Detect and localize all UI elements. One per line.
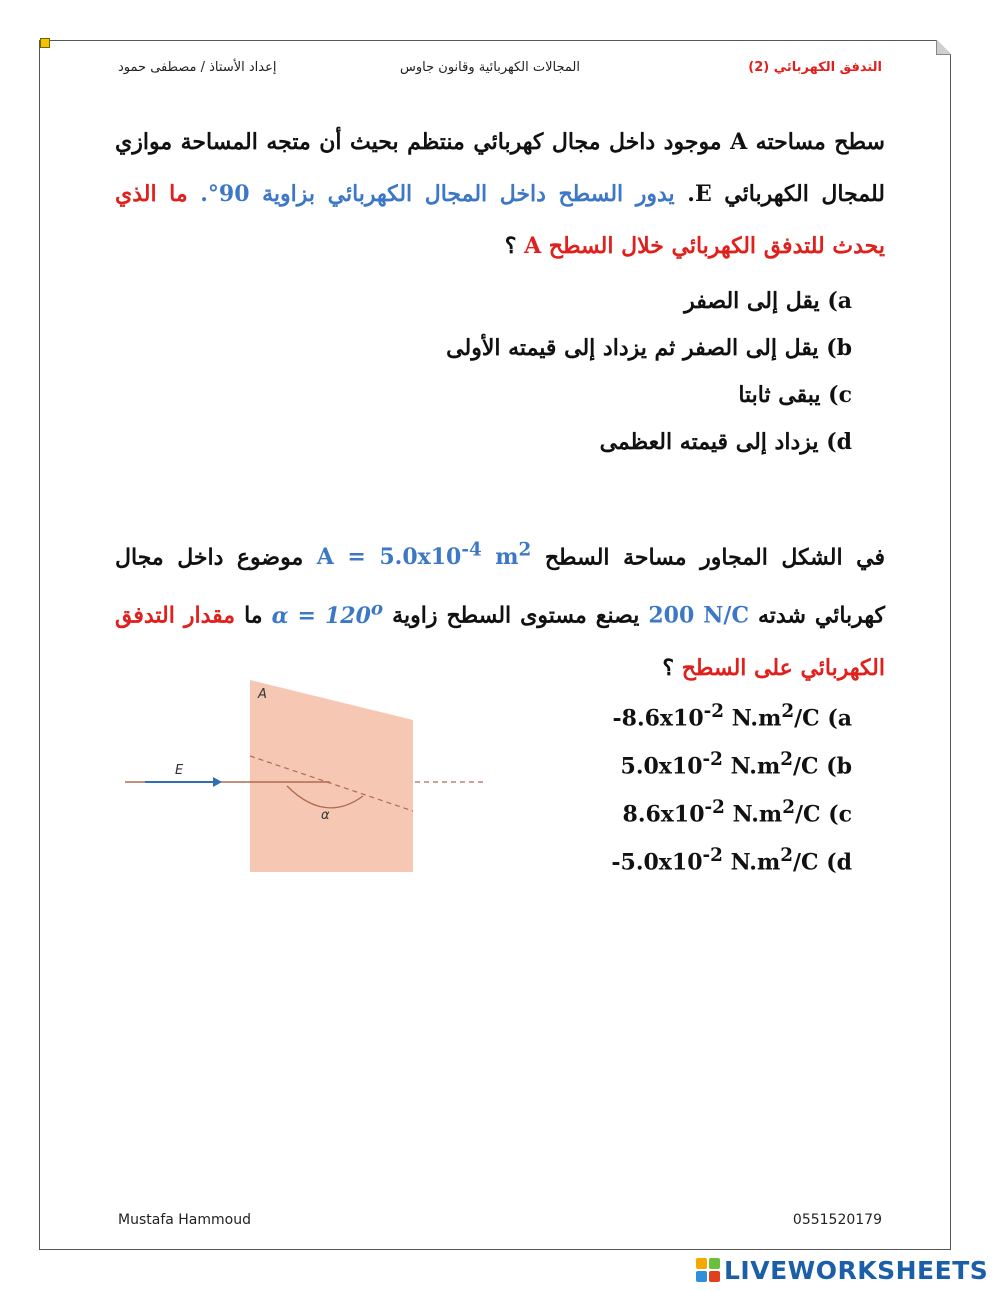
marker-icon [40, 38, 50, 48]
page-corner-fold [936, 40, 951, 55]
q2-question: مقدار التدفق الكهربائي على السطح [115, 602, 885, 681]
question-2-text [115, 525, 885, 694]
field-label: E [175, 763, 184, 778]
choice-2a[interactable]: $-8.6x10^{-2}$ $N.m^2/C$ (a [612, 701, 852, 732]
choice-a[interactable]: a) يقل إلى الصفر [684, 288, 852, 314]
choice-b[interactable]: b) يقل إلى الصفر ثم يزداد إلى قيمته الأولى [446, 335, 852, 361]
choice-c[interactable]: c) يبقى ثابتا [738, 382, 852, 408]
choice-d[interactable]: d) يزداد إلى قيمته العظمى [599, 429, 852, 455]
surface-plane [250, 680, 413, 872]
field-arrow-head [213, 777, 222, 787]
q2-intro: في الشكل المجاور مساحة السطح [544, 544, 885, 571]
q1-question-mark: ؟ [504, 233, 517, 259]
q2-field-value: 200 N/C [648, 602, 749, 629]
angle-label: α [321, 808, 330, 823]
worksheet-title: التدفق الكهربائي (2) [748, 60, 882, 75]
author-credit: إعداد الأستاذ / مصطفى حمود [118, 60, 277, 75]
q2-angle-desc: يصنع مستوى السطح زاوية [392, 602, 640, 629]
flux-surface-figure [125, 676, 490, 876]
footer-phone: 0551520179 [792, 1212, 882, 1228]
footer-author: Mustafa Hammoud [118, 1212, 251, 1228]
brand-text: LIVEWORKSHEETS [724, 1255, 989, 1285]
question-1-text [115, 116, 885, 272]
q1-question: ما الذي يحدث للتدفق الكهربائي خلال السطح A [115, 181, 885, 259]
q2-area-value: $A = 5.0x10^{-4}$ $m^2$ [316, 540, 532, 571]
liveworksheets-logo-icon [696, 1258, 720, 1282]
liveworksheets-brand[interactable] [696, 1255, 988, 1285]
question-2-choices [560, 688, 852, 880]
q2-what: ما [244, 602, 263, 629]
q2-field-desc: موضوع داخل مجال كهربائي شدته [115, 544, 885, 629]
choice-2c[interactable]: $8.6x10^{-2}$ $N.m^2/C$ (c [622, 797, 852, 828]
q1-rotation-note: يدور السطح داخل المجال الكهربائي بزاوية 90°. [200, 181, 675, 207]
q2-angle-value: $\alpha = 120^o$ [271, 598, 384, 629]
q1-statement: سطح مساحته A موجود داخل مجال كهربائي منتظم بحيث أن متجه المساحة موازي للمجال الكهربائي E. [115, 129, 885, 207]
choice-2d[interactable]: $-5.0x10^{-2}$ $N.m^2/C$ (d [611, 845, 852, 876]
surface-label: A [258, 687, 267, 702]
choice-2b[interactable]: $5.0x10^{-2}$ $N.m^2/C$ (b [620, 749, 852, 780]
q2-question-mark: ؟ [662, 654, 675, 681]
question-1-choices [446, 278, 852, 466]
chapter-title: المجالات الكهربائية وقانون جاوس [400, 60, 580, 75]
